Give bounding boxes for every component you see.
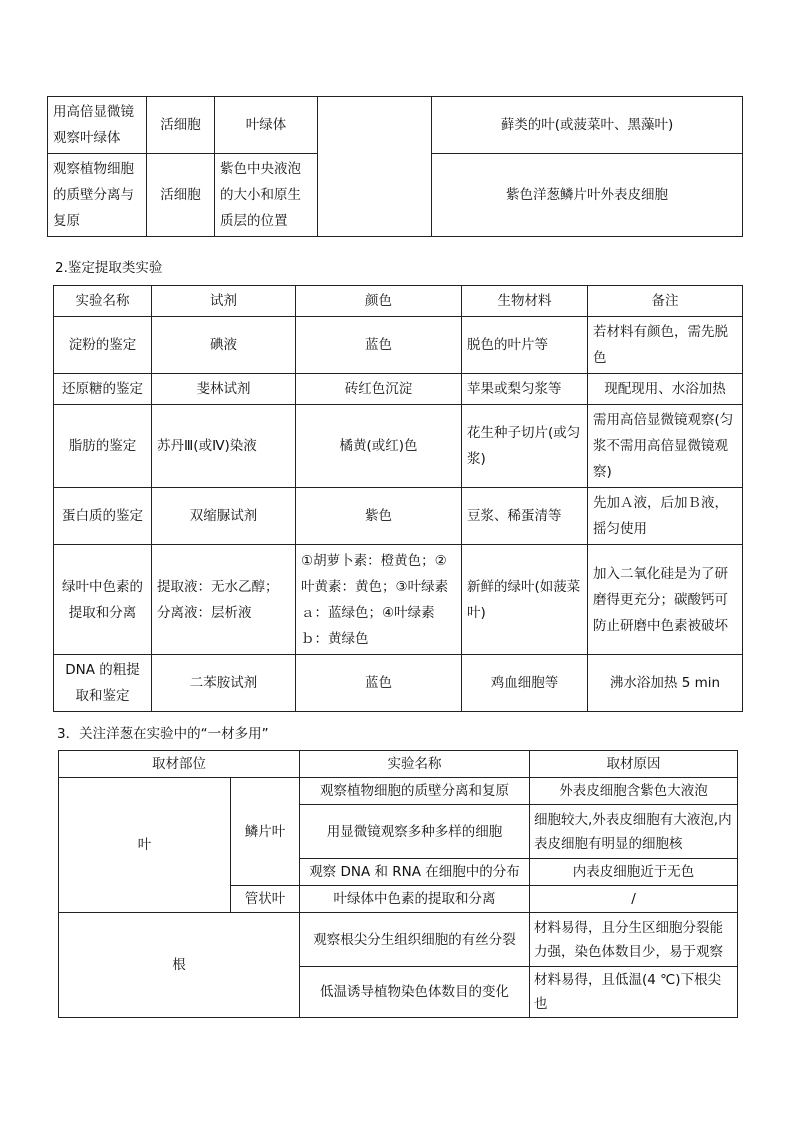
table-row [54, 317, 743, 374]
material: 鸡血细胞等 [462, 655, 588, 712]
material: 苹果或梨匀浆等 [462, 374, 588, 405]
identification-experiments-table [53, 285, 743, 712]
material: 紫色洋葱鳞片叶外表皮细胞 [432, 154, 743, 237]
part-leaf: 叶 [59, 778, 231, 913]
color: 蓝色 [296, 655, 462, 712]
reason: 外表皮细胞含紫色大液泡 [530, 778, 738, 805]
color: 砖红色沉淀 [296, 374, 462, 405]
experiment-name: 用显微镜观察多种多样的细胞 [300, 805, 530, 859]
note: 先加Ａ液，后加Ｂ液，摇匀使用 [588, 488, 743, 545]
reagent: 斐林试剂 [152, 374, 296, 405]
header-reagent: 试剂 [152, 286, 296, 317]
experiment-name: DNA 的粗提取和鉴定 [54, 655, 152, 712]
note: 沸水浴加热 5 min [588, 655, 743, 712]
cell-state: 活细胞 [147, 97, 215, 154]
note: 需用高倍显微镜观察(匀浆不需用高倍显微镜观察) [588, 405, 743, 488]
reason: 材料易得，且分生区细胞分裂能力强，染色体数目少，易于观察 [530, 913, 738, 967]
note: 现配现用、水浴加热 [588, 374, 743, 405]
section-3-heading: 3．关注洋葱在实验中的“一材多用” [57, 726, 269, 742]
experiment-name: 绿叶中色素的提取和分离 [54, 545, 152, 655]
table-row [54, 545, 743, 655]
table-row [54, 374, 743, 405]
material: 花生种子切片(或匀浆) [462, 405, 588, 488]
color: 紫色 [296, 488, 462, 545]
header-note: 备注 [588, 286, 743, 317]
header-color: 颜色 [296, 286, 462, 317]
material: 豆浆、稀蛋清等 [462, 488, 588, 545]
experiment-name: 观察 DNA 和 RNA 在细胞中的分布 [300, 859, 530, 886]
header-part: 取材部位 [59, 751, 300, 778]
header-material: 生物材料 [462, 286, 588, 317]
onion-material-table [58, 750, 738, 1018]
header-reason: 取材原因 [530, 751, 738, 778]
header-experiment: 实验名称 [300, 751, 530, 778]
experiment-name: 蛋白质的鉴定 [54, 488, 152, 545]
reagent: 提取液：无水乙醇；分离液：层析液 [152, 545, 296, 655]
material: 新鲜的绿叶(如菠菜叶) [462, 545, 588, 655]
reason: 细胞较大,外表皮细胞有大液泡,内表皮细胞有明显的细胞核 [530, 805, 738, 859]
table-row [54, 405, 743, 488]
table-row [59, 778, 738, 805]
experiment-name: 观察植物细胞的质壁分离和复原 [300, 778, 530, 805]
note: 若材料有颜色，需先脱色 [588, 317, 743, 374]
reagent: 苏丹Ⅲ(或Ⅳ)染液 [152, 405, 296, 488]
part-scale-leaf: 鳞片叶 [231, 778, 300, 886]
table-row [54, 655, 743, 712]
reason: 材料易得，且低温(4 ℃)下根尖也 [530, 967, 738, 1018]
experiment-name: 脂肪的鉴定 [54, 405, 152, 488]
cell-state: 活细胞 [147, 154, 215, 237]
observed-object: 叶绿体 [215, 97, 318, 154]
material: 脱色的叶片等 [462, 317, 588, 374]
table-header-row [59, 751, 738, 778]
note: 加入二氧化硅是为了研磨得更充分；碳酸钙可防止研磨中色素被破坏 [588, 545, 743, 655]
reason: / [530, 886, 738, 913]
part-root: 根 [59, 913, 300, 1018]
experiment-name: 淀粉的鉴定 [54, 317, 152, 374]
table-row [59, 913, 738, 967]
part-tubular-leaf: 管状叶 [231, 886, 300, 913]
experiment-name: 观察植物细胞的质壁分离与复原 [48, 154, 147, 237]
color: 蓝色 [296, 317, 462, 374]
reagent: 双缩脲试剂 [152, 488, 296, 545]
experiment-name: 低温诱导植物染色体数目的变化 [300, 967, 530, 1018]
empty-cell [318, 97, 432, 237]
color: 橘黄(或红)色 [296, 405, 462, 488]
reagent: 二苯胺试剂 [152, 655, 296, 712]
color: ①胡萝卜素：橙黄色；②叶黄素：黄色；③叶绿素ａ：蓝绿色；④叶绿素ｂ：黄绿色 [296, 545, 462, 655]
header-experiment-name: 实验名称 [54, 286, 152, 317]
reason: 内表皮细胞近于无色 [530, 859, 738, 886]
table-row [48, 97, 743, 154]
material: 藓类的叶(或菠菜叶、黑藻叶) [432, 97, 743, 154]
experiment-name: 还原糖的鉴定 [54, 374, 152, 405]
section-2-heading: 2.鉴定提取类实验 [55, 260, 163, 276]
experiment-name: 观察根尖分生组织细胞的有丝分裂 [300, 913, 530, 967]
table-header-row [54, 286, 743, 317]
reagent: 碘液 [152, 317, 296, 374]
table-row [54, 488, 743, 545]
experiment-name: 叶绿体中色素的提取和分离 [300, 886, 530, 913]
experiment-name: 用高倍显微镜观察叶绿体 [48, 97, 147, 154]
observation-experiments-table [47, 96, 743, 237]
observed-object: 紫色中央液泡的大小和原生质层的位置 [215, 154, 318, 237]
